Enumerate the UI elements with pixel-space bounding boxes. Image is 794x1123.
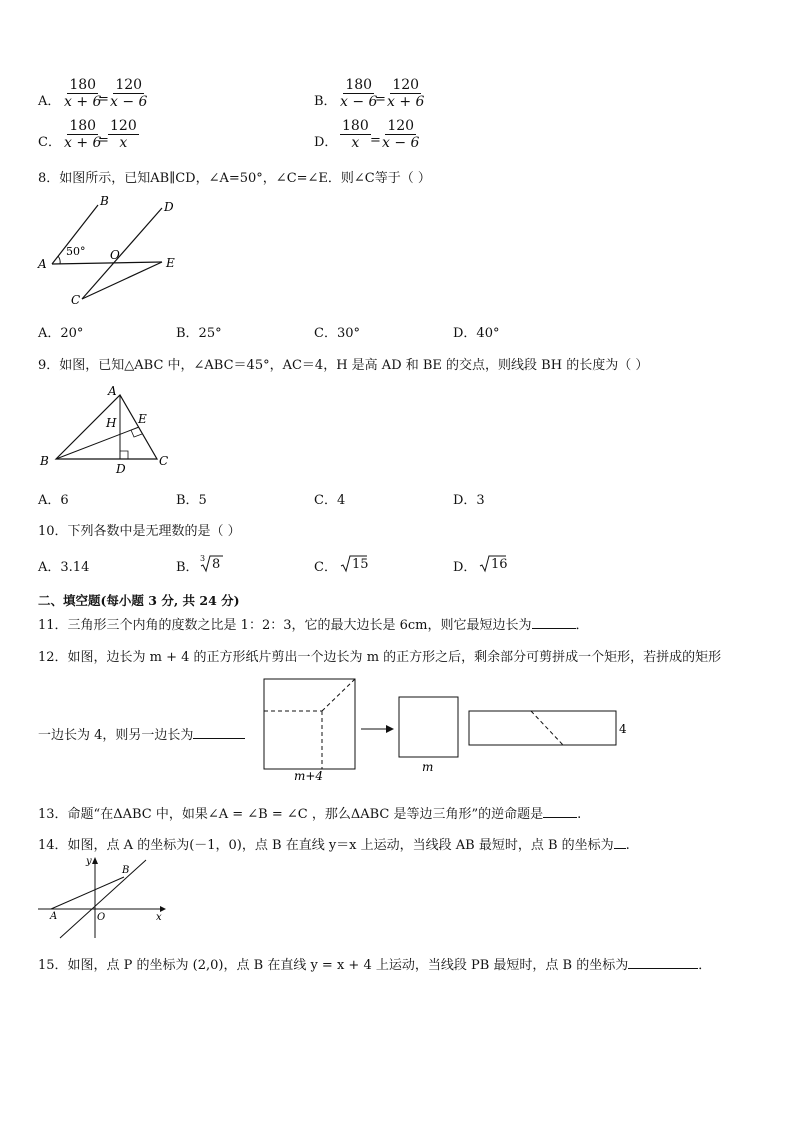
q7-option-a-label: A．	[38, 94, 61, 109]
q12-question-line2	[38, 724, 245, 743]
equals-sign: =	[98, 133, 109, 148]
label-m: m	[422, 760, 434, 774]
equals-sign: =	[375, 92, 386, 107]
label-a: A	[108, 384, 117, 398]
q14-end-mark: .	[625, 838, 630, 853]
numerator: 180	[342, 118, 369, 134]
sqrt-radicand-d: 16	[491, 557, 508, 572]
arrow-head	[386, 725, 394, 733]
label-d: D	[164, 200, 174, 214]
q7-b-right-fraction	[385, 77, 426, 110]
q11-question	[38, 614, 589, 633]
denominator: x − 6	[382, 135, 420, 151]
section-heading: 二、填空题(每小题 3 分, 共 24 分)	[38, 593, 240, 608]
numerator: 120	[115, 77, 143, 93]
small-square	[399, 697, 458, 757]
q7-d-left-fraction	[340, 118, 371, 151]
q13-end-mark: .	[577, 807, 582, 822]
label-h: H	[106, 416, 117, 430]
q14-figure	[36, 852, 168, 944]
numerator: 180	[69, 118, 97, 134]
sqrt-radicand-c: 15	[352, 557, 369, 572]
label-a: A	[38, 257, 47, 271]
numerator: 120	[392, 77, 420, 93]
answer-blank[interactable]	[614, 836, 626, 849]
q14-question	[38, 834, 630, 853]
q9-figure	[36, 383, 176, 478]
label-c: C	[71, 293, 81, 307]
denominator: x	[119, 135, 128, 151]
cut-line-diag	[322, 679, 355, 711]
segment-cd	[82, 208, 162, 299]
answer-blank[interactable]	[193, 726, 245, 739]
q7-b-left-fraction	[338, 77, 379, 110]
cube-root-index: 3	[200, 554, 206, 563]
answer-blank[interactable]	[543, 805, 577, 818]
q7-option-c-label: C．	[38, 135, 61, 150]
equals-sign: =	[98, 92, 109, 107]
q9-option-d: D．3	[453, 493, 485, 508]
q8-question-text: 8．如图所示，已知AB∥CD，∠A=50°，∠C=∠E．则∠C等于（ ）	[38, 171, 431, 186]
segment-ab	[51, 877, 124, 909]
y-arrow	[92, 857, 98, 864]
q11-end-mark: ．	[575, 618, 589, 633]
answer-blank[interactable]	[532, 616, 576, 629]
q10-question-text: 10．下列各数中是无理数的是（ ）	[38, 524, 241, 539]
q11-question-text: 11．三角形三个内角的度数之比是 1：2：3，它的最大边长是 6cm，则它最短边长为	[38, 618, 532, 633]
label-angle: 50°	[66, 245, 86, 258]
right-angle-d	[120, 451, 128, 459]
q8-option-b: B．25°	[176, 326, 222, 341]
label-x: x	[156, 912, 162, 923]
label-b: B	[40, 454, 49, 468]
q15-question-text: 15．如图，点 P 的坐标为 (2,0)，点 B 在直线 y = x + 4 上运动，当线段 PB 最短时，点 B 的坐标为	[38, 958, 629, 973]
q10-option-d-label: D．	[453, 560, 477, 575]
label-d: D	[116, 462, 126, 476]
label-e: E	[138, 412, 147, 426]
numerator: 180	[345, 77, 373, 93]
answer-blank[interactable]	[628, 956, 698, 969]
segment-ce	[82, 262, 162, 299]
q12-question-text: 12．如图，边长为 m + 4 的正方形纸片剪出一个边长为 m 的正方形之后，剩余部分可剪拼成一个矩形，若拼成的矩形	[38, 650, 722, 665]
q8-option-d: D．40°	[453, 326, 500, 341]
denominator: x − 6	[340, 94, 378, 110]
altitude-be	[56, 427, 139, 459]
q10-option-a: A．3.14	[38, 560, 90, 575]
label-a: A	[50, 911, 58, 922]
label-c: C	[159, 454, 169, 468]
denominator: x + 6	[387, 94, 425, 110]
q8-option-c: C．30°	[314, 326, 360, 341]
label-y: y	[86, 856, 92, 867]
numerator: 120	[110, 118, 137, 134]
q15-question	[38, 954, 711, 973]
denominator: x − 6	[110, 94, 148, 110]
q7-a-right-fraction	[108, 77, 149, 110]
q12-figure	[258, 674, 638, 780]
q10-option-c-label: C．	[314, 560, 337, 575]
q7-d-right-fraction	[380, 118, 421, 151]
rect-cut-line	[531, 711, 563, 745]
q9-question-text: 9．如图，已知△ABC 中，∠ABC＝45°，AC＝4，H 是高 AD 和 BE 的交点，则线段 BH 的长度为（ ）	[38, 358, 649, 373]
big-square	[264, 679, 355, 769]
q13-question	[38, 803, 581, 822]
q14-question-text: 14．如图，点 A 的坐标为(－1，0)，点 B 在直线 y＝x 上运动，当线段 AB 最短时，点 B 的坐标为	[38, 838, 614, 853]
numerator: 180	[69, 77, 97, 93]
cube-root-radicand: 8	[212, 557, 221, 572]
segment-ae	[52, 262, 162, 264]
numerator: 120	[387, 118, 415, 134]
label-e: E	[166, 256, 175, 270]
label-m-plus-4: m+4	[294, 769, 324, 780]
q8-figure	[34, 195, 194, 307]
denominator: x	[351, 135, 360, 151]
denominator: x + 6	[64, 94, 102, 110]
q15-end-mark: ．	[698, 958, 712, 973]
denominator: x + 6	[64, 135, 102, 151]
q8-option-a: A．20°	[38, 326, 84, 341]
label-b: B	[122, 865, 130, 876]
equals-sign: =	[370, 133, 381, 148]
label-4: 4	[619, 722, 627, 736]
result-rectangle	[469, 711, 616, 745]
q9-option-b: B．5	[176, 493, 207, 508]
label-o: O	[97, 912, 106, 923]
q13-question-text: 13．命题“在ΔABC 中，如果∠A = ∠B = ∠C ，那么ΔABC 是等边三角形”的逆命题是	[38, 807, 544, 822]
q7-option-d-label: D．	[314, 135, 338, 150]
q7-c-right-fraction	[108, 118, 139, 151]
q7-option-b-label: B．	[314, 94, 337, 109]
q10-option-b-label: B．	[176, 560, 199, 575]
label-b: B	[100, 195, 109, 208]
q9-option-a: A．6	[38, 493, 69, 508]
q9-option-c: C．4	[314, 493, 346, 508]
angle-arc	[58, 256, 60, 264]
label-o: O	[110, 248, 120, 262]
q12-question-text2: 一边长为 4，则另一边长为	[38, 728, 194, 743]
